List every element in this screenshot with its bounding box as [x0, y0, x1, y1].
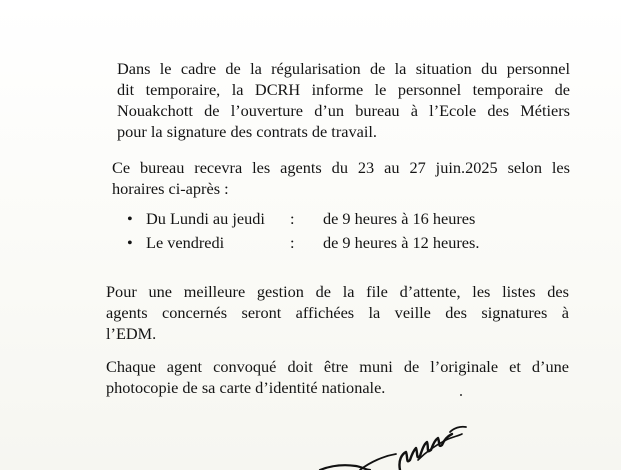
paragraph-reception-dates [112, 157, 570, 199]
paragraph-regularisation [117, 58, 570, 142]
schedule-hours: de 9 heures à 12 heures. [323, 233, 480, 252]
schedule-hours: de 9 heures à 16 heures [323, 209, 476, 228]
text-line: Ce bureau recevra les agents du 23 au 27 juin.2025 selon les [112, 158, 570, 177]
text-line: dit temporaire, la DCRH informe le personnel temporaire de [117, 80, 570, 99]
text-line: Pour une meilleure gestion de la file d’attente, les listes des [106, 282, 569, 301]
text-line: Dans le cadre de la régularisation de la situation du personnel [117, 59, 570, 78]
text-line: photocopie de sa carte d’identité nationale. [106, 378, 386, 397]
bullet-icon: • [127, 209, 133, 228]
text-line: l’EDM. [106, 324, 157, 343]
schedule-day: Le vendredi [146, 233, 225, 252]
schedule-day: Du Lundi au jeudi [146, 209, 265, 228]
schedule-separator: : [290, 209, 295, 228]
paragraph-queue-management [106, 281, 569, 344]
text-line: Chaque agent convoqué doit être muni de l’originale et d’une [106, 357, 569, 376]
text-line: agents concernés seront affichées la veille des signatures à [106, 303, 569, 322]
text-line: horaires ci-après : [112, 179, 229, 198]
schedule-separator: : [290, 233, 295, 252]
text-line: pour la signature des contrats de travail. [117, 122, 377, 141]
bullet-icon: • [127, 233, 133, 252]
text-line: Nouakchott de l’ouverture d’un bureau à l’Ecole des Métiers [117, 101, 570, 120]
paragraph-required-documents [106, 356, 569, 398]
handwritten-signature [300, 410, 480, 470]
ink-speck [460, 394, 462, 396]
